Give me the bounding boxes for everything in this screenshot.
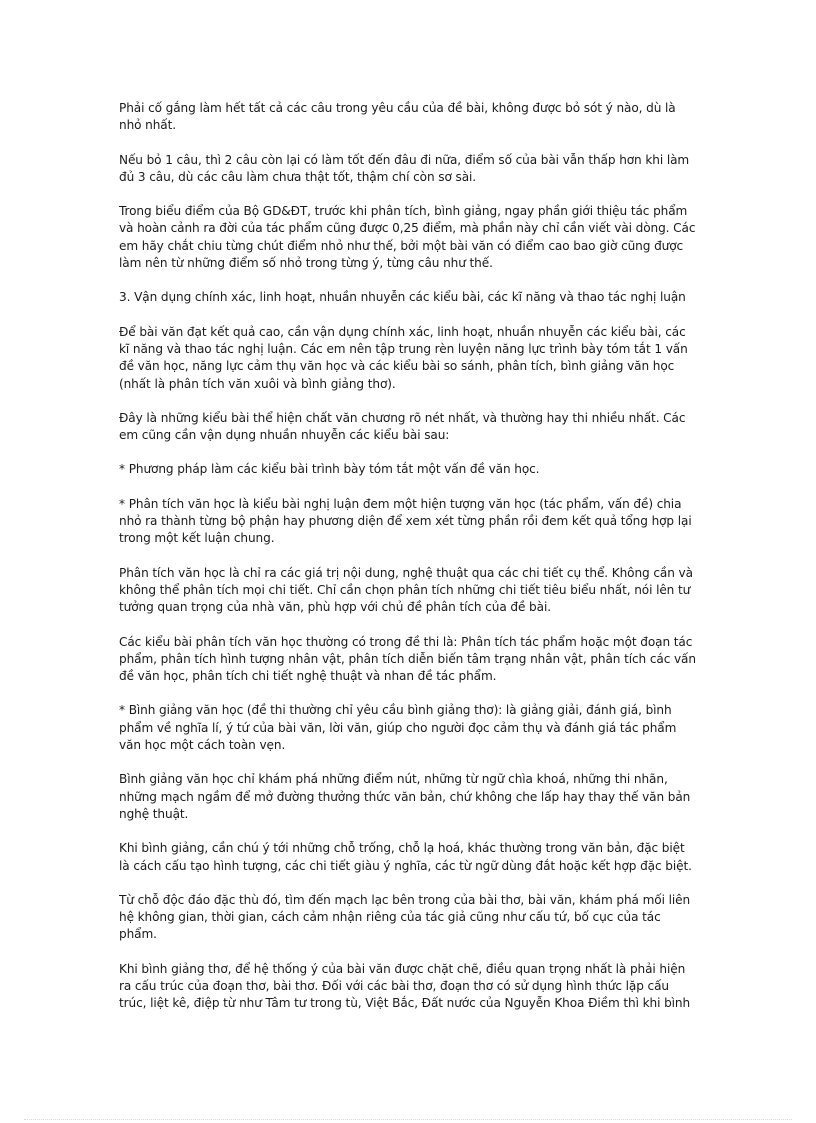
document-page	[119, 100, 697, 1030]
paragraph-2: Nếu bỏ 1 câu, thì 2 câu còn lại có làm tốt đến đâu đi nữa, điểm số của bài vẫn thấp hơn khi làm đủ 3 câu, dù các câu làm chưa thật tốt, thậm chí còn sơ sài.	[119, 152, 690, 184]
paragraph-5: Để bài văn đạt kết quả cao, cần vận dụng chính xác, linh hoạt, nhuần nhuyễn các kiểu bài, các kĩ năng và thao tác nghị luận. Các em nên tập trung rèn luyện năng lực trình bày tóm tắt 1 vấn đề văn học, năng lực cảm thụ văn học và các kiểu bài so sánh, phân tích, bình giảng văn học (nhất là phân tích văn xuôi và bình giảng thơ).	[119, 324, 688, 391]
paragraph-14: Từ chỗ độc đáo đặc thù đó, tìm đến mạch lạc bên trong của bài thơ, bài văn, khám phá mối liên hệ không gian, thời gian, cách cảm nhận riêng của tác giả cũng như cấu tứ, bố cục của tác phẩm.	[119, 892, 691, 942]
paragraph-10: Các kiểu bài phân tích văn học thường có trong đề thi là: Phân tích tác phẩm hoặc một đoạn tác phẩm, phân tích hình tượng nhân vật, phân tích diễn biến tâm trạng nhân vật, phân tích các vấn đề văn học, phân tích chi tiết nghệ thuật và nhan đề tác phẩm.	[119, 634, 696, 684]
paragraph-15: Khi bình giảng thơ, để hệ thống ý của bài văn được chặt chẽ, điều quan trọng nhất là phải hiện ra cấu trúc của đoạn thơ, bài thơ. Đối với các bài thơ, đoạn thơ có sử dụng hình thức lặp cấu trúc, liệt kê, điệp từ như Tâm tư trong tù, Việt Bắc, Đất nước của Nguyễn Khoa Điềm thì khi bình	[119, 961, 691, 1011]
bullet-literary-analysis: * Phân tích văn học là kiểu bài nghị luận đem một hiện tượng văn học (tác phẩm, vấn đề) chia nhỏ ra thành từng bộ phận hay phương diện để xem xét từng phần rồi đem kết quả tổng hợp lại trong một kết luận chung.	[119, 496, 692, 546]
page-bottom-divider	[24, 1119, 792, 1120]
section-heading-3: 3. Vận dụng chính xác, linh hoạt, nhuần nhuyễn các kiểu bài, các kĩ năng và thao tác nghị luận	[119, 290, 686, 305]
paragraph-3: Trong biểu điểm của Bộ GD&ĐT, trước khi phân tích, bình giảng, ngay phần giới thiệu tác phẩm và hoàn cảnh ra đời của tác phẩm cũng được 0,25 điểm, mà phần này chỉ cần viết vài dòng. Các em hãy chắt chiu từng chút điểm nhỏ như thế, bởi một bài văn có điểm cao bao giờ cũng được làm nên từ những điểm số nhỏ trong từng ý, từng câu như thế.	[119, 204, 696, 271]
paragraph-12: Bình giảng văn học chỉ khám phá những điểm nút, những từ ngữ chìa khoá, những thi nhãn, những mạch ngầm để mở đường thưởng thức văn bản, chứ không che lấp hay thay thế văn bản nghệ thuật.	[119, 772, 691, 821]
paragraph-13: Khi bình giảng, cần chú ý tới những chỗ trống, chỗ lạ hoá, khác thường trong văn bản, đặc biệt là cách cấu tạo hình tượng, các chi tiết giàu ý nghĩa, các từ ngữ dùng đắt hoặc kết hợp đặc biệt.	[119, 841, 692, 873]
paragraph-1: Phải cố gắng làm hết tất cả các câu trong yêu cầu của đề bài, không được bỏ sót ý nào, dù là nhỏ nhất.	[119, 101, 676, 133]
paragraph-6: Đây là những kiểu bài thể hiện chất văn chương rõ nét nhất, và thường hay thi nhiều nhất. Các em cũng cần vận dụng nhuần nhuyễn các kiểu bài sau:	[119, 410, 686, 443]
bullet-literary-commentary: * Bình giảng văn học (đề thi thường chỉ yêu cầu bình giảng thơ): là giảng giải, đánh giá, bình phẩm về nghĩa lí, ý tứ của bài văn, lời văn, giúp cho người đọc cảm thụ và đánh giá tác phẩm văn học một cách toàn vẹn.	[119, 703, 677, 753]
paragraph-9: Phân tích văn học là chỉ ra các giá trị nội dung, nghệ thuật qua các chi tiết cụ thể. Không cần và không thể phân tích mọi chi tiết. Chỉ cần chọn phân tích những chi tiết tiêu biểu nhất, nói lên tư tưởng quan trọng của nhà văn, phù hợp với chủ đề phân tích của đề bài.	[119, 565, 693, 615]
bullet-summary-method: * Phương pháp làm các kiểu bài trình bày tóm tắt một vấn đề văn học.	[119, 462, 540, 477]
